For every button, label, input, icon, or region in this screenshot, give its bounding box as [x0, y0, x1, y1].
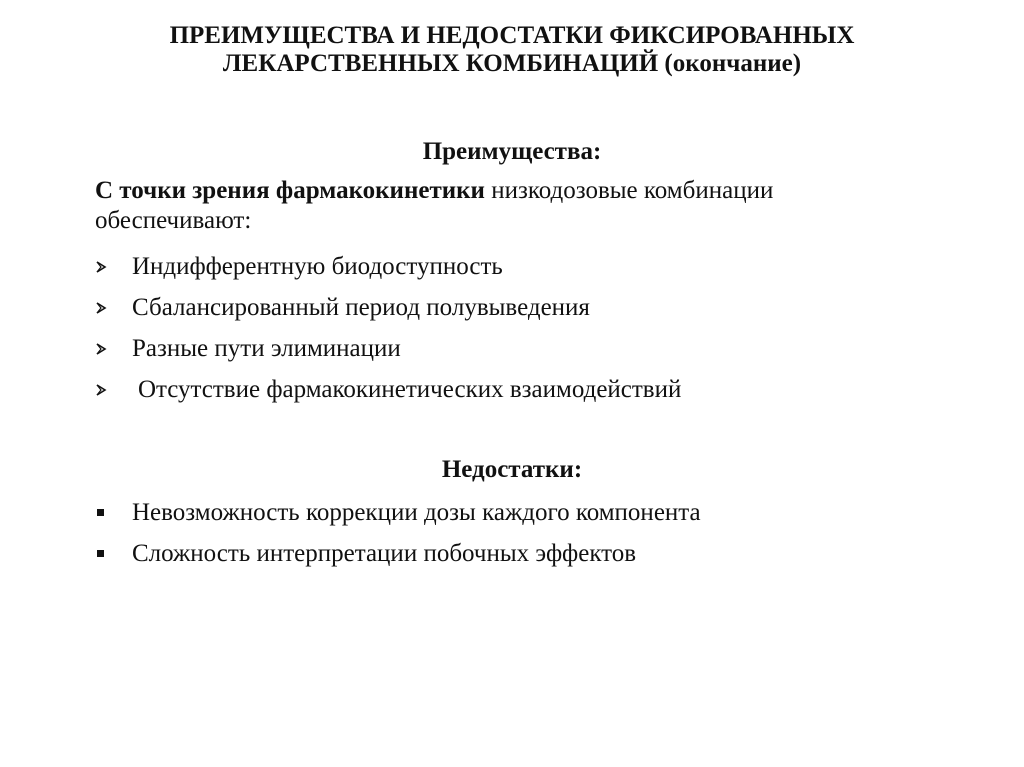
intro-bold-text: С точки зрения фармакокинетики [95, 177, 485, 204]
list-item [95, 293, 955, 334]
advantage-item-text: Сбалансированный период полувыведения [132, 294, 590, 321]
advantage-item-text: Разные пути элиминации [132, 335, 401, 362]
disadvantage-item-text: Сложность интерпретации побочных эффектов [132, 540, 637, 567]
slide-title [0, 22, 1024, 78]
advantages-heading: Преимущества: [422, 138, 602, 165]
advantages-intro [95, 176, 915, 236]
disadvantages-list [95, 498, 955, 580]
arrow-icon [95, 384, 107, 396]
intro-rest-text: низкодозовые комбинации обеспечивают: [95, 177, 774, 234]
title-line-2 [0, 50, 1024, 78]
title-line-2-suffix: (окончание) [658, 50, 802, 77]
square-bullet-icon [97, 550, 104, 557]
arrow-icon [95, 343, 107, 355]
arrow-icon [95, 261, 107, 273]
title-line-1: ПРЕИМУЩЕСТВА И НЕДОСТАТКИ ФИКСИРОВАННЫХ [169, 22, 855, 49]
disadvantages-heading: Недостатки: [441, 456, 583, 483]
title-line-2-main: ЛЕКАРСТВЕННЫХ КОМБИНАЦИЙ [222, 50, 659, 77]
list-item [95, 539, 955, 580]
square-bullet-icon [97, 509, 104, 516]
list-item [95, 375, 955, 416]
arrow-icon [95, 302, 107, 314]
advantages-list [95, 252, 955, 416]
disadvantage-item-text: Невозможность коррекции дозы каждого компонента [132, 499, 701, 526]
advantage-item-text: Индифферентную биодоступность [132, 253, 503, 280]
advantage-item-text: Отсутствие фармакокинетических взаимодействий [138, 376, 682, 403]
list-item [95, 252, 955, 293]
list-item [95, 498, 955, 539]
list-item [95, 334, 955, 375]
